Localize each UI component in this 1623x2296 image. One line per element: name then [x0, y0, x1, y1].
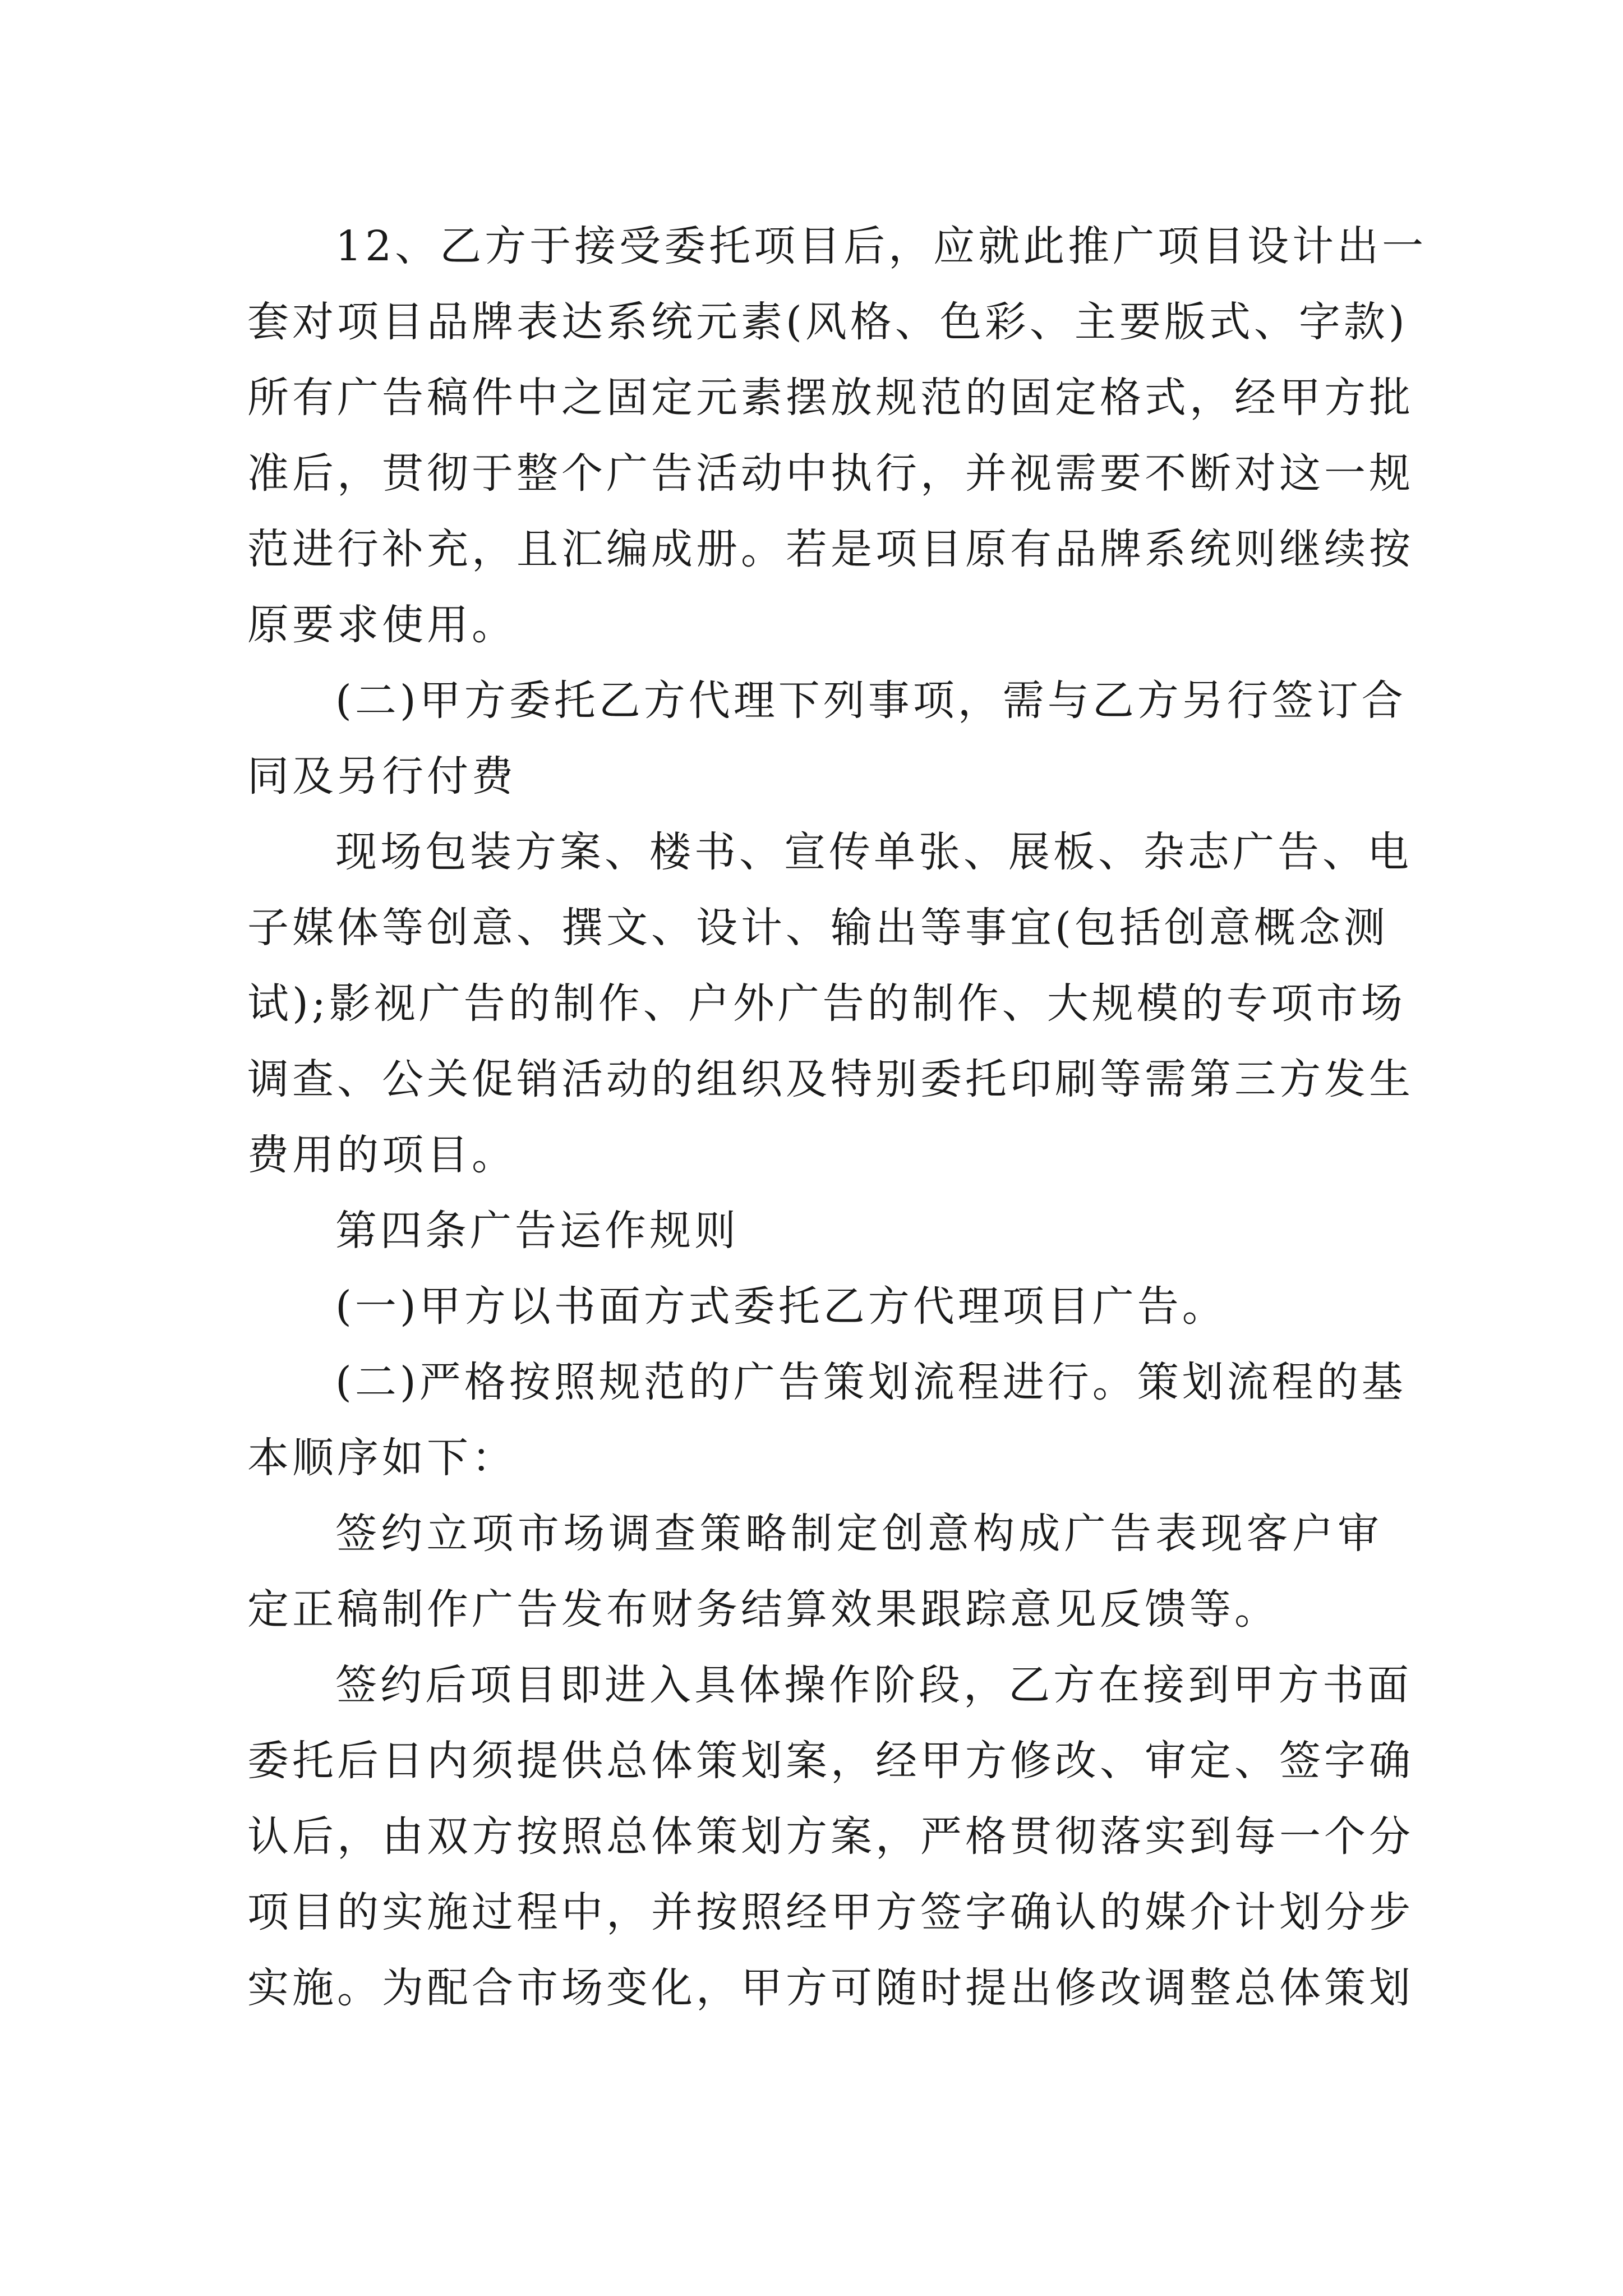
- text-line: (二)甲方委托乙方代理下列事项，需与乙方另行签订合: [335, 677, 1407, 725]
- text-line: (一)甲方以书面方式委托乙方代理项目广告。: [335, 1282, 1227, 1331]
- text-line: 签约立项市场调查策略制定创意构成广告表现客户审: [335, 1510, 1382, 1558]
- text-line: 签约后项目即进入具体操作阶段，乙方在接到甲方书面: [335, 1661, 1412, 1709]
- text-line: 同及另行付费: [247, 752, 517, 800]
- text-line: 第四条广告运作规则: [335, 1207, 739, 1255]
- text-line: 调查、公关促销活动的组织及特别委托印刷等需第三方发生: [247, 1055, 1414, 1103]
- text-line: 准后，贯彻于整个广告活动中执行，并视需要不断对这一规: [247, 449, 1414, 498]
- text-line: 项目的实施过程中，并按照经甲方签字确认的媒介计划分步: [247, 1888, 1414, 1936]
- text-line: (二)严格按照规范的广告策划流程进行。策划流程的基: [335, 1358, 1407, 1406]
- text-line: 范进行补充，且汇编成册。若是项目原有品牌系统则继续按: [247, 525, 1414, 573]
- text-line: 套对项目品牌表达系统元素(风格、色彩、主要版式、字款): [247, 298, 1408, 346]
- text-line: 现场包装方案、楼书、宣传单张、展板、杂志广告、电: [335, 828, 1412, 876]
- text-line: 本顺序如下：: [247, 1434, 517, 1482]
- text-line: 子媒体等创意、撰文、设计、输出等事宜(包括创意概念测: [247, 904, 1389, 952]
- text-line: 12、乙方于接受委托项目后，应就此推广项目设计出一: [335, 222, 1427, 270]
- text-line: 认后，由双方按照总体策划方案，严格贯彻落实到每一个分: [247, 1812, 1414, 1861]
- text-line: 原要求使用。: [247, 601, 517, 649]
- text-line: 定正稿制作广告发布财务结算效果跟踪意见反馈等。: [247, 1585, 1279, 1634]
- text-line: 试);影视广告的制作、户外广告的制作、大规模的专项市场: [247, 979, 1406, 1028]
- text-line: 实施。为配合市场变化，甲方可随时提出修改调整总体策划: [247, 1964, 1414, 2012]
- body-text: [247, 209, 1427, 2026]
- text-line: 所有广告稿件中之固定元素摆放规范的固定格式，经甲方批: [247, 374, 1414, 422]
- text-line: 费用的项目。: [247, 1131, 517, 1179]
- text-line: 委托后日内须提供总体策划案，经甲方修改、审定、签字确: [247, 1737, 1414, 1785]
